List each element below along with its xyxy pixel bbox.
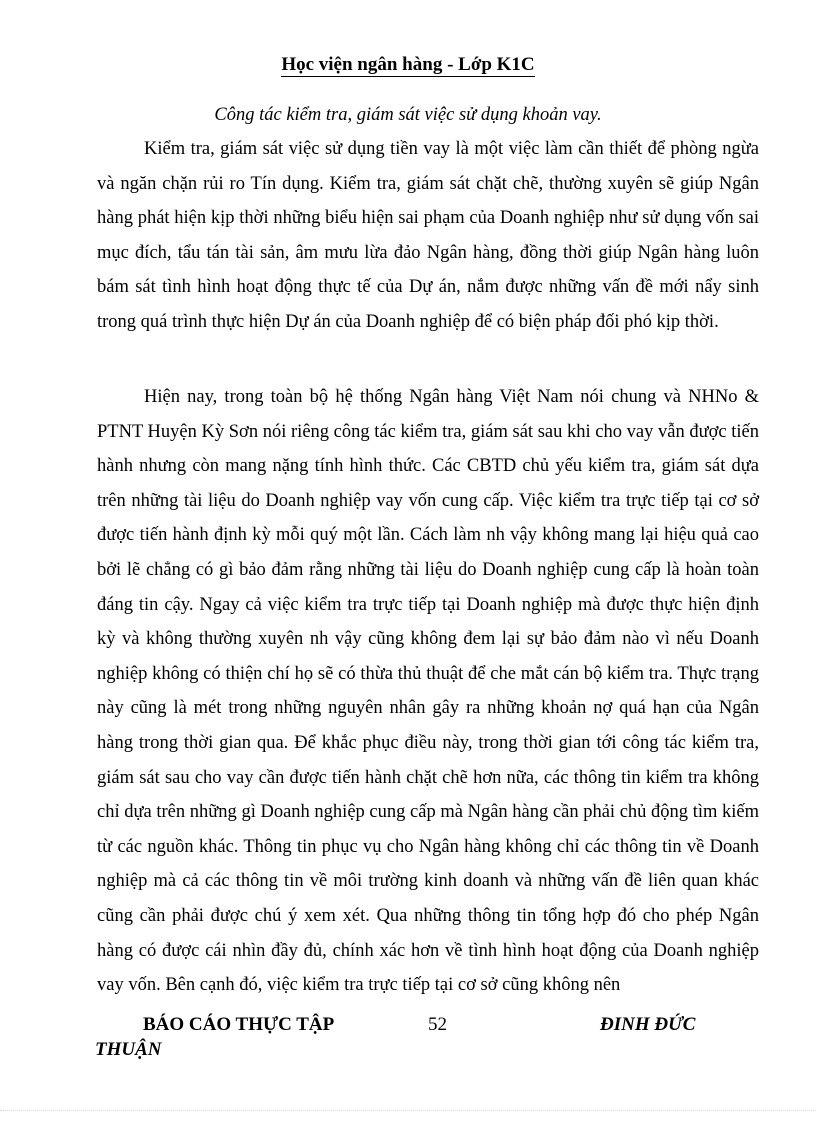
section-title: Công tác kiểm tra, giám sát việc sử dụng khoản vay. [214,105,602,125]
page-header [0,54,816,76]
footer-author-line-1: ĐINH ĐỨC [600,1014,696,1035]
body-paragraph-1: Kiểm tra, giám sát việc sử dụng tiền vay là một việc làm cần thiết để phòng ngừa và ngăn chặn rủi ro Tín dụng. Kiểm tra, giám sát chặt chẽ, thường xuyên sẽ giúp Ngân hàng phát hiện kịp thời những biểu hiện sai phạm của Doanh nghiệp như sử dụng vốn sai mục đích, tẩu tán tài sản, âm mưu lừa đảo Ngân hàng, đồng thời giúp Ngân hàng luôn bám sát tình hình hoạt động thực tế của Dự án, nắm được những vấn đề mới nẩy sinh trong quá trình thực hiện Dự án của Doanh nghiệp để có biện pháp đối phó kịp thời. [97,139,759,332]
footer-author-line-2: THUẬN [95,1039,162,1060]
page-number: 52 [428,1014,447,1035]
footer-report-label: BÁO CÁO THỰC TẬP [143,1014,335,1035]
body-paragraph-2: Hiện nay, trong toàn bộ hệ thống Ngân hàng Việt Nam nói chung và NHNo & PTNT Huyện Kỳ Sơn nói riêng công tác kiểm tra, giám sát sau khi cho vay vẫn được tiến hành nhưng còn mang nặng tính hình thức. Các CBTD chủ yếu kiểm tra, giám sát dựa trên những tài liệu do Doanh nghiệp vay vốn cung cấp. Việc kiểm tra trực tiếp tại cơ sở được tiến hành định kỳ mỗi quý một lần. Cách làm nh vậy không mang lại hiệu quả cao bởi lẽ chẳng có gì bảo đảm rằng những tài liệu do Doanh nghiệp cung cấp là hoàn toàn đáng tin cậy. Ngay cả việc kiểm tra trực tiếp tại Doanh nghiệp mà được thực hiện định kỳ và không thường xuyên nh vậy cũng không đem lại sự bảo đảm nào vì nếu Doanh nghiệp không có thiện chí họ sẽ có thừa thủ thuật để che mắt cán bộ kiểm tra. Thực trạng này cũng là mét trong những nguyên nhân gây ra những khoản nợ quá hạn của Ngân hàng trong thời gian qua. Để khắc phục điều này, trong thời gian tới công tác kiểm tra, giám sát sau cho vay cần được tiến hành chặt chẽ hơn nữa, các thông tin kiểm tra không chỉ dựa trên những gì Doanh nghiệp cung cấp mà Ngân hàng cần phải chủ động tìm kiếm từ các nguồn khác. Thông tin phục vụ cho Ngân hàng không chỉ các thông tin về Doanh nghiệp mà cả các thông tin về môi trường kinh doanh và những vấn đề liên quan khác cũng cần phải được chú ý xem xét. Qua những thông tin tổng hợp đó cho phép Ngân hàng có được cái nhìn đầy đủ, chính xác hơn về tình hình hoạt động của Doanh nghiệp vay vốn. Bên cạnh đó, việc kiểm tra trực tiếp tại cơ sở cũng không nên [97,387,759,996]
page-bottom-divider [0,1110,816,1111]
header-title: Học viện ngân hàng - Lớp K1C [281,54,535,75]
page-footer [0,1014,816,1074]
